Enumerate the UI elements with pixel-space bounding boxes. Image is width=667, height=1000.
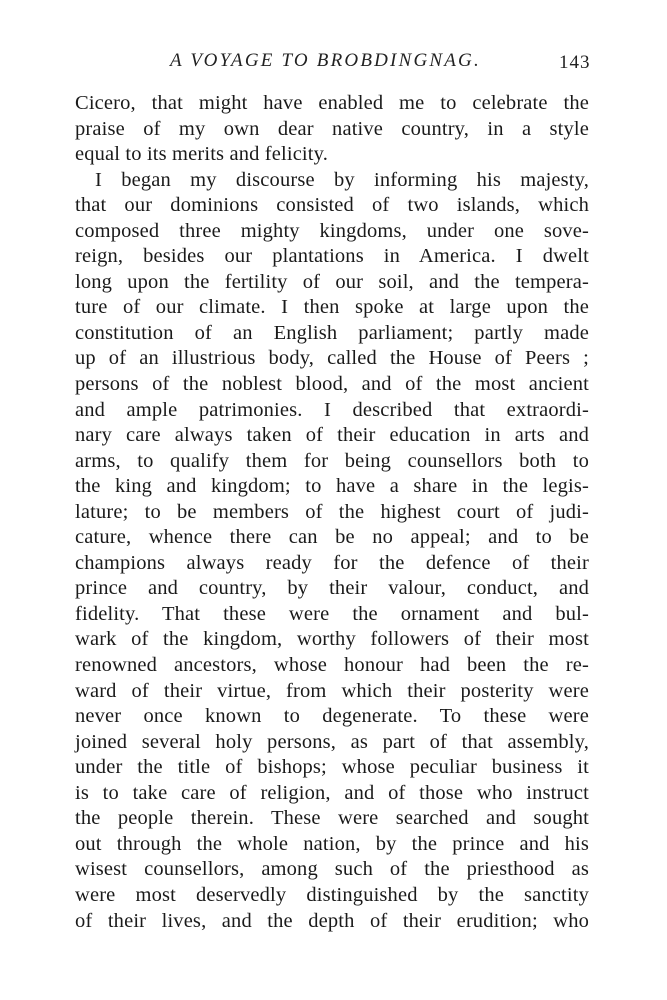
text-line: Cicero, that might have enabled me to celebrate the (75, 92, 589, 114)
text-line: ture of our climate. I then spoke at large upon the (75, 296, 589, 319)
text-line: reign, besides our plantations in America. I dwelt (75, 245, 589, 268)
text-line: long upon the fertility of our soil, and the tempera- (75, 270, 589, 293)
text-line: prince and country, by their valour, conduct, and (75, 577, 589, 600)
text-line: wark of the kingdom, worthy followers of their most (75, 628, 589, 651)
page-number: 143 (559, 52, 591, 73)
text-line: constitution of an English parliament; partly made (75, 321, 589, 344)
text-line: is to take care of religion, and of those who instruct (75, 781, 589, 804)
text-line: were most deservedly distinguished by the sanctity (75, 883, 589, 906)
text-line: champions always ready for the defence of their (75, 551, 589, 574)
text-line: never once known to degenerate. To these were (75, 705, 589, 728)
paragraph-start-line: I began my discourse by informing his majesty, (95, 168, 589, 191)
running-title: A VOYAGE TO BROBDINGNAG. (170, 50, 481, 71)
text-line: out through the whole nation, by the prince and his (75, 832, 589, 855)
running-header (0, 50, 667, 74)
text-line: lature; to be members of the highest court of judi- (75, 500, 589, 523)
text-line: fidelity. That these were the ornament and bul- (75, 602, 589, 625)
text-line: that our dominions consisted of two islands, which (75, 194, 589, 217)
text-line: praise of my own dear native country, in a style (75, 117, 589, 140)
text-line: the king and kingdom; to have a share in the legis- (75, 475, 589, 498)
text-line: ward of their virtue, from which their posterity were (75, 679, 589, 702)
text-line: up of an illustrious body, called the House of Peers ; (75, 347, 589, 370)
text-line: under the title of bishops; whose peculiar business it (75, 756, 589, 779)
text-line: joined several holy persons, as part of that assembly, (75, 730, 589, 753)
text-line: arms, to qualify them for being counsellors both to (75, 449, 589, 472)
text-line: cature, whence there can be no appeal; and to be (75, 526, 589, 549)
text-line: and ample patrimonies. I described that extraordi- (75, 398, 589, 421)
text-line: the people therein. These were searched and sought (75, 807, 589, 830)
body-text (75, 91, 589, 934)
text-line: composed three mighty kingdoms, under one sove- (75, 219, 589, 242)
text-line: wisest counsellors, among such of the priesthood as (75, 858, 589, 881)
text-line: persons of the noblest blood, and of the most ancient (75, 373, 589, 396)
text-line: renowned ancestors, whose honour had been the re- (75, 654, 589, 677)
text-line: of their lives, and the depth of their erudition; who (75, 909, 589, 932)
text-line: nary care always taken of their education in arts and (75, 424, 589, 447)
paragraph-end-line: equal to its merits and felicity. (75, 143, 328, 166)
